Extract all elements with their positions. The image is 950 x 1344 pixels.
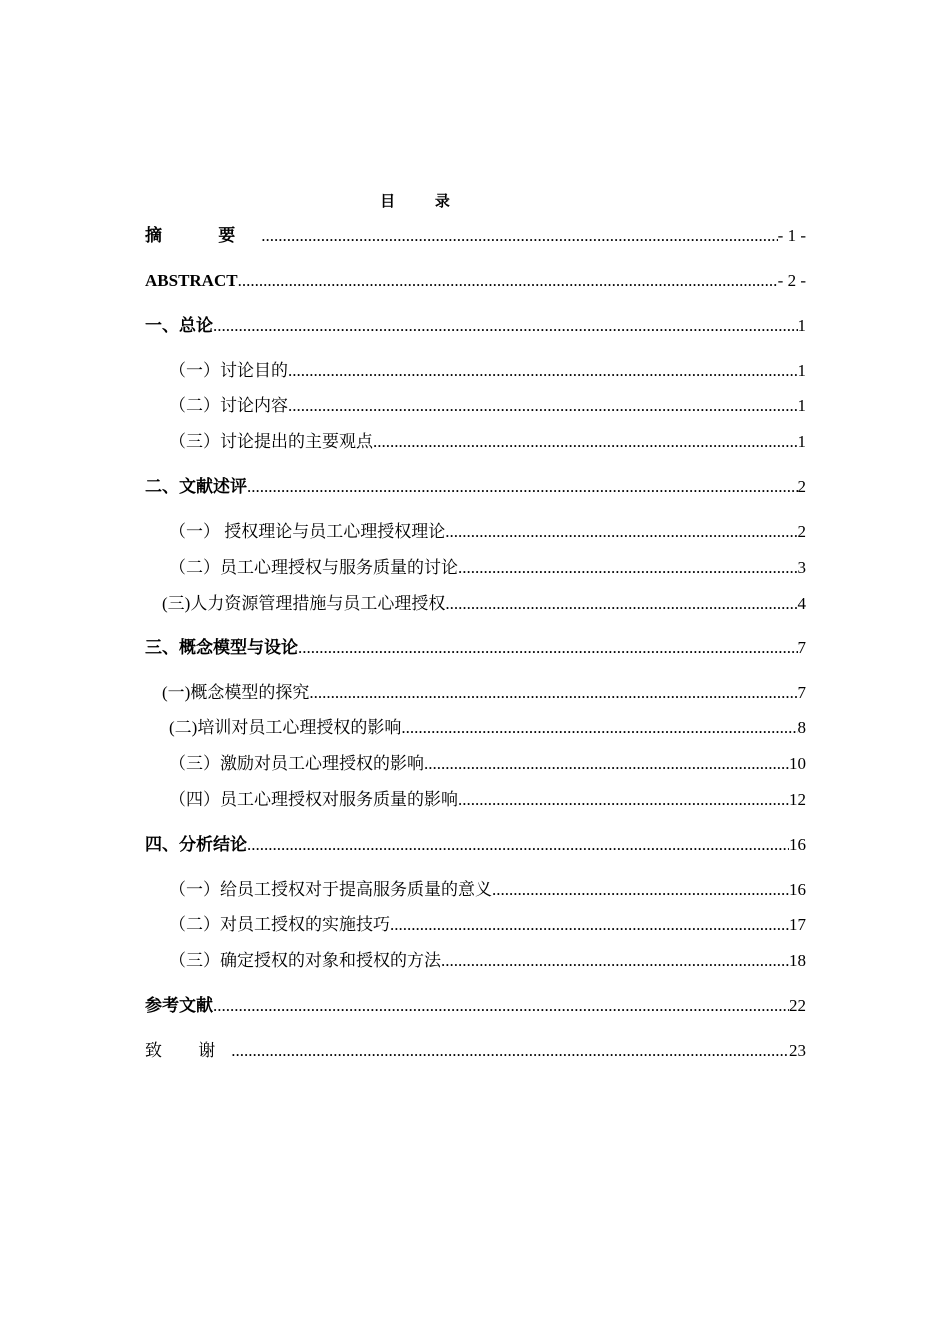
toc-entry-page: 1 (797, 361, 806, 380)
toc-entry-page: 4 (797, 594, 806, 613)
toc-entry-page: 3 (797, 558, 806, 577)
toc-entry-label: （三）确定授权的对象和授权的方法 (169, 951, 441, 970)
toc-entry-page: 16 (789, 880, 806, 899)
dot-leader (213, 995, 789, 1017)
toc-entry-references[interactable] (145, 995, 806, 1017)
toc-entry-chapter-1[interactable] (145, 315, 806, 337)
toc-entry-chapter-4[interactable] (145, 834, 806, 856)
toc-entry-section-1-3[interactable] (169, 431, 806, 453)
toc-entry-section-2-1[interactable] (169, 521, 806, 543)
dot-leader (247, 476, 798, 498)
toc-entry-page: 2 (797, 522, 806, 541)
toc-entry-acknowledgements[interactable] (145, 1040, 806, 1062)
toc-entry-label: 二、文献述评 (145, 477, 247, 496)
toc-entry-section-4-3[interactable] (169, 950, 806, 972)
dot-leader (213, 315, 798, 337)
toc-entry-label: 致 谢 (145, 1041, 232, 1060)
dot-leader (298, 637, 798, 659)
toc-entry-label: （一） 授权理论与员工心理授权理论 (169, 522, 446, 541)
dot-leader (231, 1040, 789, 1062)
toc-entry-label: 四、分析结论 (145, 835, 247, 854)
toc-entry-page: 23 (789, 1041, 806, 1060)
toc-entry-chapter-3[interactable] (145, 637, 806, 659)
toc-entry-label: （二）员工心理授权与服务质量的讨论 (169, 558, 458, 577)
toc-entry-page: 17 (789, 915, 806, 934)
toc-entry-label: （二）讨论内容 (169, 396, 288, 415)
toc-entry-label: 三、概念模型与设论 (145, 638, 298, 657)
toc-entry-label: （一）讨论目的 (169, 361, 288, 380)
toc-entry-page: 12 (789, 790, 806, 809)
toc-entry-abstract-cn[interactable] (145, 225, 806, 247)
toc-entry-page: - 1 - (777, 226, 806, 245)
toc-entry-section-1-1[interactable] (169, 360, 806, 382)
toc-entry-label: (三)人力资源管理措施与员工心理授权 (162, 594, 446, 613)
dot-leader (458, 557, 798, 579)
toc-entry-page: 18 (789, 951, 806, 970)
toc-entry-label: （一）给员工授权对于提高服务质量的意义 (169, 880, 492, 899)
dot-leader (390, 914, 789, 936)
dot-leader (261, 225, 777, 247)
toc-entry-section-4-2[interactable] (169, 914, 806, 936)
dot-leader (458, 789, 789, 811)
dot-leader (441, 950, 789, 972)
toc-entry-page: 7 (797, 683, 806, 702)
toc-entry-abstract-en[interactable] (145, 270, 806, 292)
dot-leader (238, 270, 778, 292)
dot-leader (492, 879, 789, 901)
toc-entry-page: 10 (789, 754, 806, 773)
toc-entry-label: 参考文献 (145, 996, 213, 1015)
toc-entry-label: 摘 要 (145, 226, 262, 245)
toc-entry-section-4-1[interactable] (169, 879, 806, 901)
toc-entry-page: 16 (789, 835, 806, 854)
dot-leader (373, 431, 798, 453)
toc-entry-chapter-2[interactable] (145, 476, 806, 498)
toc-entry-page: 7 (797, 638, 806, 657)
toc-entry-section-3-3[interactable] (169, 753, 806, 775)
dot-leader (424, 753, 789, 775)
toc-entry-page: 8 (797, 718, 806, 737)
dot-leader (288, 360, 798, 382)
toc-entry-label: (二)培训对员工心理授权的影响 (169, 718, 402, 737)
dot-leader (445, 521, 797, 543)
toc-entry-label: 一、总论 (145, 316, 213, 335)
toc-entry-page: 22 (789, 996, 806, 1015)
toc-entry-label: (一)概念模型的探究 (162, 683, 310, 702)
toc-entry-page: - 2 - (777, 271, 806, 290)
toc-title: 目 录 (380, 194, 468, 210)
toc-entry-label: （二）对员工授权的实施技巧 (169, 915, 390, 934)
toc-entry-section-3-2[interactable] (169, 717, 806, 739)
toc-entry-page: 1 (797, 396, 806, 415)
toc-entry-section-3-4[interactable] (169, 789, 806, 811)
toc-entry-label: （三）讨论提出的主要观点 (169, 432, 373, 451)
toc-entry-label: （三）激励对员工心理授权的影响 (169, 754, 424, 773)
toc-entry-page: 1 (797, 316, 806, 335)
toc-entry-label: ABSTRACT (145, 271, 238, 290)
dot-leader (309, 682, 797, 704)
toc-entry-section-3-1[interactable] (162, 682, 806, 704)
toc-entry-label: （四）员工心理授权对服务质量的影响 (169, 790, 458, 809)
dot-leader (445, 593, 797, 615)
toc-entry-section-2-2[interactable] (169, 557, 806, 579)
dot-leader (401, 717, 797, 739)
toc-entry-page: 1 (797, 432, 806, 451)
dot-leader (247, 834, 789, 856)
toc-entry-section-2-3[interactable] (162, 593, 806, 615)
toc-entry-section-1-2[interactable] (169, 395, 806, 417)
toc-entry-page: 2 (797, 477, 806, 496)
dot-leader (288, 395, 798, 417)
